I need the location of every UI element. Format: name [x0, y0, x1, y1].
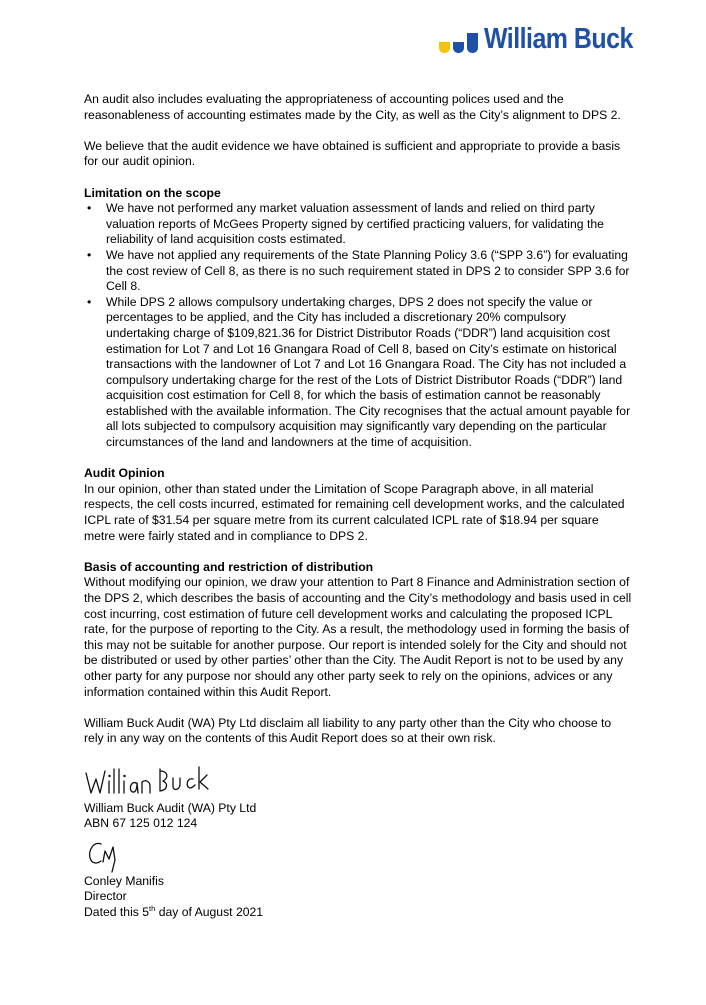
limitation-list — [84, 201, 632, 451]
list-item: • We have not applied any requirements of the State Planning Policy 3.6 (“SPP 3.6”) for evaluating the cost review of Cell 8, as there is no such requirement stated in DPS 2 to consider SPP 3.6 for Cell 8. — [84, 248, 632, 295]
dated-ordinal: th — [149, 903, 156, 913]
dated-line — [84, 905, 632, 921]
intro-paragraph-2: We believe that the audit evidence we have obtained is sufficient and appropriate to provide a basis for our audit opinion. — [84, 138, 621, 169]
logo-mark-icon — [439, 25, 478, 53]
director-signature-icon — [84, 832, 134, 874]
intro-paragraph-1: An audit also includes evaluating the appropriateness of accounting polices used and the reasonableness of accounting estimates made by the City, as well as the City’s alignment to DPS 2. — [84, 92, 621, 122]
audit-opinion-heading: Audit Opinion — [84, 466, 165, 481]
audit-opinion-text: In our opinion, other than stated under the Limitation of Scope Paragraph above, in all material respects, the cell costs incurred, estimated for remaining cell development works, and the calculated ICPL rate of $31.54 per square metre from its current calculated ICPL rate of $18.94 per square metre were fairly stated and in compliance to DPS 2. — [84, 481, 625, 543]
director-name: Conley Manifis — [84, 873, 164, 888]
basis-text: Without modifying our opinion, we draw your attention to Part 8 Finance and Administration section of the DPS 2, which describes the basis of accounting and the City’s methodology and basis used in cell cost incurring, cost estimation of future cell development works and calculating the proposed ICPL rate, for the purpose of reporting to the City. As a result, the methodology used in forming the basis of this may not be suitable for another purpose. Our report is intended solely for the City and should not be distributed or used by other parties’ other than the City. The Audit Report is not to be used by any other party for any purpose nor should any other party seek to rely on the opinions, advices or any information contained within this Audit Report. — [84, 575, 632, 699]
director-title: Director — [84, 889, 127, 904]
document-body — [84, 92, 632, 921]
firm-signature — [84, 763, 632, 801]
dated-prefix: Dated this 5 — [84, 904, 150, 919]
logo-text: William Buck — [484, 22, 633, 55]
dated-suffix: day of August 2021 — [155, 904, 264, 919]
firm-name: William Buck Audit (WA) Pty Ltd — [84, 800, 257, 815]
william-buck-logo — [439, 22, 690, 56]
list-item: • While DPS 2 allows compulsory undertaking charges, DPS 2 does not specify the value or percentages to be applied, and the City has included a discretionary 20% compulsory undertaking charge of $109,821.36 for District Distributor Roads (“DDR”) land acquisition cost estimation for Lot 7 and Lot 16 Gnangara Road of Cell 8, based on City’s estimate on historical transactions with the landowner of Lot 7 and Lot 16 Gnangara Road. The City has not included a compulsory undertaking charge for the rest of the Lots of District Distributor Roads (“DDR”) land acquisition cost estimation for Cell 8, for which the basis of estimation cannot be reasonably established with the available information. The City recognises that the actual amount payable for all lots subjected to compulsory acquisition may significantly vary depending on the particular circumstances of the land and landowners at the time of acquisition. — [84, 295, 632, 451]
abn-number: ABN 67 125 012 124 — [84, 816, 198, 831]
limitation-heading: Limitation on the scope — [84, 185, 221, 200]
director-signature — [84, 832, 632, 874]
disclaimer-text: William Buck Audit (WA) Pty Ltd disclaim all liability to any party other than the City who choose to rely in any way on the contents of this Audit Report does so at their own risk. — [84, 715, 612, 746]
basis-heading: Basis of accounting and restriction of distribution — [84, 559, 374, 574]
list-item: • We have not performed any market valuation assessment of lands and relied on third party valuation reports of McGees Property signed by certified practicing valuers, for validating the reliability of land acquisition costs estimated. — [84, 201, 632, 248]
firm-signature-icon — [84, 763, 214, 801]
